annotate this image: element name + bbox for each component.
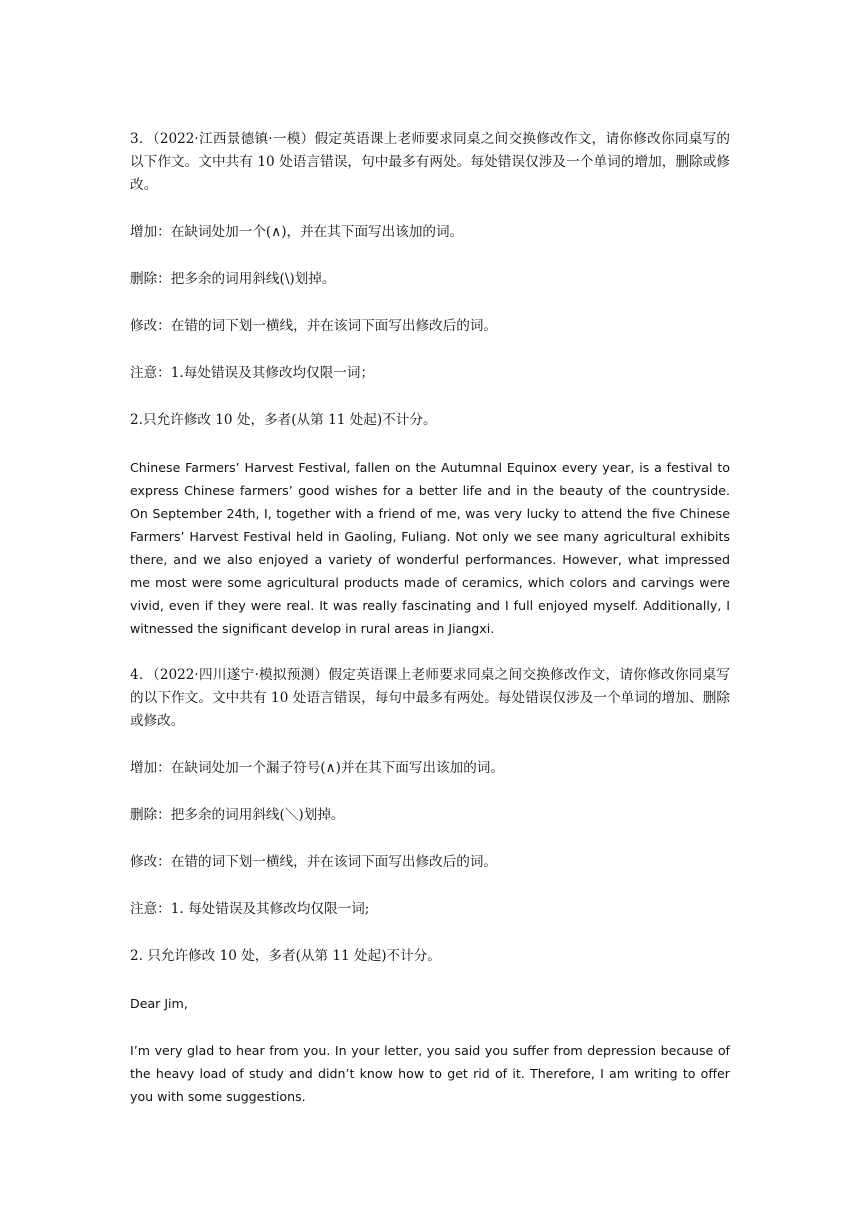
question-3 — [130, 128, 730, 640]
question-4-passage: I’m very glad to hear from you. In your letter, you said you suffer from depression because of the heavy load of study and didn’t know how to get rid of it. Therefore, I am writing to offer you with some suggestions. — [130, 1043, 730, 1104]
question-3-note-1: 注意：1.每处错误及其修改均仅限一词； — [130, 365, 375, 381]
document-content — [130, 128, 730, 1132]
question-3-note-2: 2.只允许修改 10 处，多者(从第 11 处起)不计分。 — [130, 412, 437, 428]
question-4-add-rule: 增加：在缺词处加一个漏子符号(∧)并在其下面写出该加的词。 — [130, 760, 504, 776]
question-3-add-rule: 增加：在缺词处加一个(∧)，并在其下面写出该加的词。 — [130, 224, 464, 240]
letter-salutation: Dear Jim, — [130, 996, 188, 1011]
question-3-delete-rule: 删除：把多余的词用斜线(\)划掉。 — [130, 271, 336, 287]
question-4-note-1: 注意：1. 每处错误及其修改均仅限一词; — [130, 901, 370, 917]
question-4 — [130, 664, 730, 1108]
question-4-heading: 4．（2022·四川遂宁·模拟预测）假定英语课上老师要求同桌之间交换修改作文，请你修改你同桌写的以下作文。文中共有 10 处语言错误，每句中最多有两处。每处错误仅涉及一个单词的增加、删除或修改。 — [130, 667, 730, 729]
question-4-note-2: 2. 只允许修改 10 处，多者(从第 11 处起)不计分。 — [130, 948, 441, 964]
question-4-delete-rule: 删除：把多余的词用斜线(＼)划掉。 — [130, 807, 345, 823]
question-3-heading: 3．（2022·江西景德镇·一模）假定英语课上老师要求同桌之间交换修改作文，请你修改你同桌写的以下作文。文中共有 10 处语言错误，句中最多有两处。每处错误仅涉及一个单词的增加，删除或修改。 — [130, 131, 730, 193]
question-4-modify-rule: 修改：在错的词下划一横线，并在该词下面写出修改后的词。 — [130, 854, 498, 870]
question-3-passage: Chinese Farmers’ Harvest Festival, fallen on the Autumnal Equinox every year, is a festival to express Chinese farmers’ good wishes for a better life and in the beauty of the countryside. On September 24th, I, together with a friend of me, was very lucky to attend the five Chinese Farmers’ Harvest Festival held in Gaoling, Fuliang. Not only we see many agricultural exhibits there, and we also enjoyed a variety of wonderful performances. However, what impressed me most were some agricultural products made of ceramics, which colors and carvings were vivid, even if they were real. It was really fascinating and I full enjoyed myself. Additionally, I witnessed the significant develop in rural areas in Jiangxi. — [130, 460, 730, 636]
question-3-modify-rule: 修改：在错的词下划一横线，并在该词下面写出修改后的词。 — [130, 318, 498, 334]
